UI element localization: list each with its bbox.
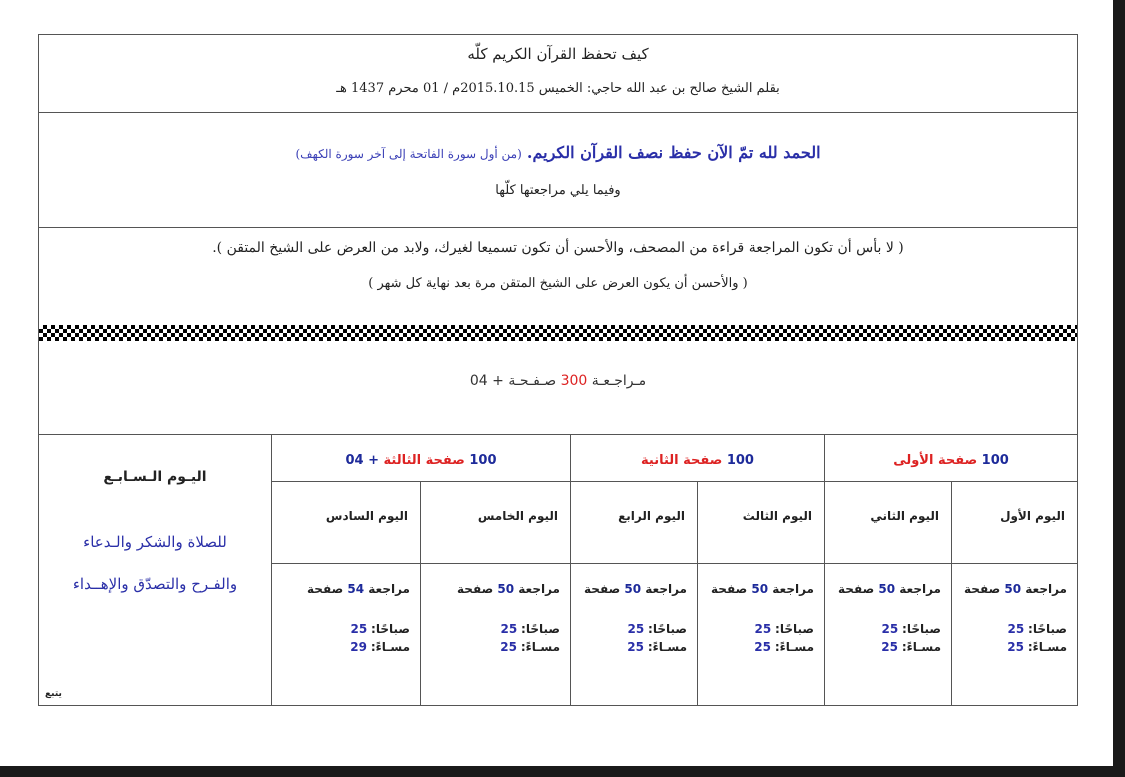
morning-label: صباحًا: <box>371 622 410 636</box>
review-unit: صفحة <box>964 582 1001 596</box>
review-unit: صفحة <box>711 582 748 596</box>
advice-box <box>38 227 1078 325</box>
continue-label: يتبع <box>45 689 62 699</box>
morning-row <box>825 620 941 638</box>
byline: بقلم الشيخ صالح بن عبد الله حاجي: الخميس 2015.10.15م / 01 محرم 1437 هـ <box>336 81 780 96</box>
intro-line-1 <box>39 143 1077 162</box>
checkered-divider <box>38 325 1078 341</box>
group-2-header <box>570 435 824 481</box>
day-2-review-title <box>825 580 941 598</box>
evening-label: مسـاءً: <box>774 640 814 654</box>
seventh-day-line-2: والفـرح والتصدّق والإهــداء <box>72 575 238 593</box>
evening-value: 29 <box>350 640 367 654</box>
day-1-review <box>951 563 1077 705</box>
morning-label: صباحًا: <box>1028 622 1067 636</box>
intro-line-2: وفيما يلي مراجعتها كلّها <box>495 183 621 198</box>
morning-value: 25 <box>350 622 368 636</box>
morning-value: 25 <box>754 622 772 636</box>
review-unit: صفحة <box>457 582 494 596</box>
seventh-day-title: اليـوم الـسـابـع <box>103 469 207 485</box>
morning-label: صباحًا: <box>902 622 941 636</box>
day-3-review <box>697 563 824 705</box>
review-pages: 50 <box>1004 582 1022 596</box>
review-label: مراجعة <box>772 582 814 596</box>
day-6-review-title <box>272 580 410 598</box>
group-2-label: صفحة الثانية <box>641 453 723 468</box>
morning-label: صباحًا: <box>648 622 687 636</box>
morning-row <box>698 620 814 638</box>
evening-row <box>272 638 410 656</box>
day-4-review <box>570 563 697 705</box>
review-unit: صفحة <box>307 582 344 596</box>
evening-label: مسـاءً: <box>520 640 560 654</box>
morning-value: 25 <box>627 622 645 636</box>
group-3-label: صفحة الثالثة <box>383 453 465 468</box>
morning-value: 25 <box>500 622 518 636</box>
review-pages: 54 <box>347 582 365 596</box>
group-1-header <box>824 435 1077 481</box>
morning-value: 25 <box>1007 622 1025 636</box>
seventh-day-line-1: للصلاة والشكر والـدعاء <box>83 533 227 551</box>
day-3-name: اليوم الثالث <box>697 481 824 563</box>
morning-label: صباحًا: <box>521 622 560 636</box>
intro-note: (من أول سورة الفاتحة إلى آخر سورة الكهف) <box>295 147 522 161</box>
review-pages: 50 <box>751 582 769 596</box>
day-1-name: اليوم الأول <box>951 481 1077 563</box>
summary-suffix: صـفـحـة + 04 <box>469 373 557 389</box>
evening-row <box>571 638 687 656</box>
evening-label: مسـاءً: <box>901 640 941 654</box>
day-2-review <box>824 563 951 705</box>
evening-label: مسـاءً: <box>647 640 687 654</box>
summary-prefix: مـراجـعـة <box>591 373 647 389</box>
evening-value: 25 <box>500 640 517 654</box>
review-pages: 50 <box>878 582 896 596</box>
evening-row <box>698 638 814 656</box>
evening-label: مسـاءً: <box>370 640 410 654</box>
group-3-count: 100 <box>469 453 497 468</box>
review-label: مراجعة <box>368 582 410 596</box>
advice-line-1: ( لا بأس أن تكون المراجعة قراءة من المصحف، والأحسن أن تكون تسميعا لغيرك، ولابد من العرض على الشيخ المتقن ). <box>212 240 904 256</box>
summary-pages: 300 <box>560 373 588 389</box>
header-box <box>38 34 1078 112</box>
intro-box <box>38 112 1078 227</box>
review-unit: صفحة <box>838 582 875 596</box>
day-6-name: اليوم السادس <box>271 481 420 563</box>
evening-row <box>952 638 1067 656</box>
seventh-day-cell <box>39 435 271 705</box>
review-label: مراجعة <box>645 582 687 596</box>
morning-label: صباحًا: <box>775 622 814 636</box>
day-5-name: اليوم الخامس <box>420 481 570 563</box>
evening-label: مسـاءً: <box>1027 640 1067 654</box>
review-pages: 50 <box>497 582 515 596</box>
day-3-review-title <box>698 580 814 598</box>
group-1-label: صفحة الأولى <box>893 453 978 468</box>
day-5-review <box>420 563 570 705</box>
review-label: مراجعة <box>518 582 560 596</box>
morning-row <box>571 620 687 638</box>
day-2-name: اليوم الثاني <box>824 481 951 563</box>
morning-row <box>272 620 410 638</box>
group-3-extra: + 04 <box>345 453 379 468</box>
evening-value: 25 <box>627 640 644 654</box>
day-1-review-title <box>952 580 1067 598</box>
review-label: مراجعة <box>1025 582 1067 596</box>
evening-value: 25 <box>1007 640 1024 654</box>
morning-value: 25 <box>881 622 899 636</box>
evening-row <box>421 638 560 656</box>
morning-row <box>421 620 560 638</box>
group-1-count: 100 <box>981 453 1009 468</box>
schedule-table <box>38 434 1078 706</box>
review-pages: 50 <box>624 582 642 596</box>
day-5-review-title <box>421 580 560 598</box>
document-title: كيف تحفظ القرآن الكريم كلّه <box>467 45 649 63</box>
intro-main: الحمد لله تمّ الآن حفظ نصف القرآن الكريم. <box>526 143 821 162</box>
day-4-name: اليوم الرابع <box>570 481 697 563</box>
review-label: مراجعة <box>899 582 941 596</box>
evening-value: 25 <box>754 640 771 654</box>
review-unit: صفحة <box>584 582 621 596</box>
group-3-header <box>271 435 570 481</box>
group-2-count: 100 <box>726 453 754 468</box>
day-4-review-title <box>571 580 687 598</box>
advice-line-2: ( والأحسن أن يكون العرض على الشيخ المتقن مرة بعد نهاية كل شهر ) <box>368 276 748 291</box>
summary-box <box>38 341 1078 434</box>
summary-line <box>39 373 1077 389</box>
evening-row <box>825 638 941 656</box>
day-6-review <box>271 563 420 705</box>
evening-value: 25 <box>881 640 898 654</box>
morning-row <box>952 620 1067 638</box>
